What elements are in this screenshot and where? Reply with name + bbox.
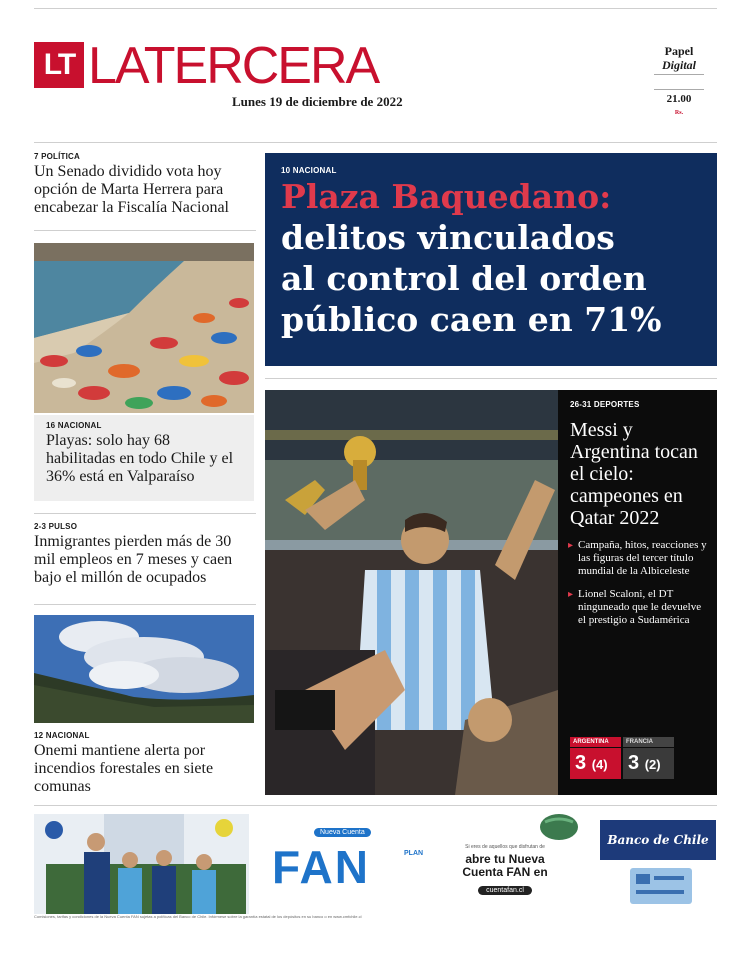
- story-headline: Playas: solo hay 68 habilitadas en todo Chile y el 36% está en Valparaíso: [46, 432, 234, 485]
- lead-headline-line3: público caen en 71%: [281, 300, 662, 339]
- story-kicker: 2-3 PULSO: [34, 522, 78, 531]
- story-headline: Inmigrantes pierden más de 30 mil empleos en 7 meses y caen bajo el millón de ocupados: [34, 533, 233, 586]
- masthead-rule: [34, 142, 717, 143]
- ad-main-text: abre tu Nueva Cuenta FAN en: [462, 852, 548, 879]
- team-argentina-label: ARGENTINA: [570, 737, 621, 747]
- sports-kicker: 26-31 DEPORTES: [570, 400, 640, 409]
- ad-tiny-text: Si eres de aquellos que disfrutan de: [465, 844, 545, 850]
- papel-digital-badge: [654, 44, 704, 120]
- messi-sidebar: [558, 390, 717, 795]
- smoke-image: [34, 615, 254, 723]
- story-senado[interactable]: [34, 152, 256, 217]
- story-headline: Un Senado dividido vota hoy opción de Marta Herrera para encabezar la Fiscalía Nacional: [34, 163, 229, 216]
- story-kicker: 7 POLÍTICA: [34, 152, 81, 161]
- lead-headline-line2: al control del orden: [281, 259, 647, 298]
- fan-logo: FAN: [272, 841, 370, 893]
- ad-rule: [34, 805, 717, 806]
- banner-rule: [265, 378, 717, 379]
- lead-headline-red: Plaza Baquedano:: [281, 177, 612, 216]
- beach-image: [34, 243, 254, 413]
- argentina-score: 3 (4): [570, 748, 621, 779]
- francia-score: 3 (2): [623, 748, 674, 779]
- digital-label: Digital: [661, 58, 696, 72]
- lead-story-banner[interactable]: [265, 153, 717, 366]
- column-rule: [34, 230, 256, 231]
- messi-bullet-2: ▸ Lionel Scaloni, el DT ninguneado que le devuelve el prestigio a Sudamérica: [570, 588, 709, 627]
- lead-headline-line1: delitos vinculados: [281, 218, 615, 257]
- ad-legal-text: Comisiones, tarifas y condiciones de la Nueva Cuenta FAN sujetas a políticas del Banco de Chile. Infórmese sobre la garantía estatal de los depósitos en su banco o en www.cmfchile.cl: [34, 914, 362, 919]
- ad-people-photo: [34, 814, 249, 914]
- column-rule: [34, 513, 256, 514]
- ad-copy: [450, 844, 560, 897]
- plan-label: PLAN: [404, 850, 424, 857]
- card-icon: [630, 868, 692, 904]
- fire-photo: [34, 615, 254, 723]
- story-kicker: 12 NACIONAL: [34, 731, 90, 740]
- papel-currency: Rs.: [674, 110, 684, 116]
- top-rule: [34, 8, 717, 9]
- nueva-cuenta-tag: Nueva Cuenta: [314, 828, 371, 837]
- globe-icon: [539, 812, 579, 842]
- messi-headline: Messi y Argentina tocan el cielo: campeones en Qatar 2022: [570, 419, 698, 529]
- beach-photo: [34, 243, 254, 413]
- papel-price: 21.00: [666, 93, 692, 105]
- story-onemi[interactable]: [34, 731, 256, 796]
- messi-bullet-1: ▸ Campaña, hitos, reacciones y las figuras del tercer título mundial de la Albiceleste: [570, 539, 709, 578]
- column-rule: [34, 604, 256, 605]
- lead-kicker: 10 NACIONAL: [281, 166, 337, 175]
- papel-divider: [654, 74, 704, 90]
- story-inmigrantes[interactable]: [34, 522, 256, 587]
- papel-label: Papel: [664, 44, 694, 58]
- story-kicker: 16 NACIONAL: [46, 421, 102, 430]
- logo-name: LATERCERA: [88, 37, 379, 95]
- story-playas[interactable]: [34, 415, 254, 501]
- team-francia-label: FRANCIA: [623, 737, 674, 747]
- ad-url[interactable]: cuentafan.cl: [478, 886, 532, 895]
- banco-de-chile-logo: Banco de Chile: [600, 820, 716, 860]
- story-headline: Onemi mantiene alerta por incendios forestales en siete comunas: [34, 742, 214, 795]
- messi-feature[interactable]: [265, 390, 717, 795]
- final-scoreboard: [570, 737, 674, 779]
- logo-mark: LT: [34, 42, 84, 88]
- banco-chile-advertisement[interactable]: [34, 810, 717, 935]
- edition-date: Lunes 19 de diciembre de 2022: [232, 94, 403, 109]
- messi-trophy-photo: [265, 390, 558, 795]
